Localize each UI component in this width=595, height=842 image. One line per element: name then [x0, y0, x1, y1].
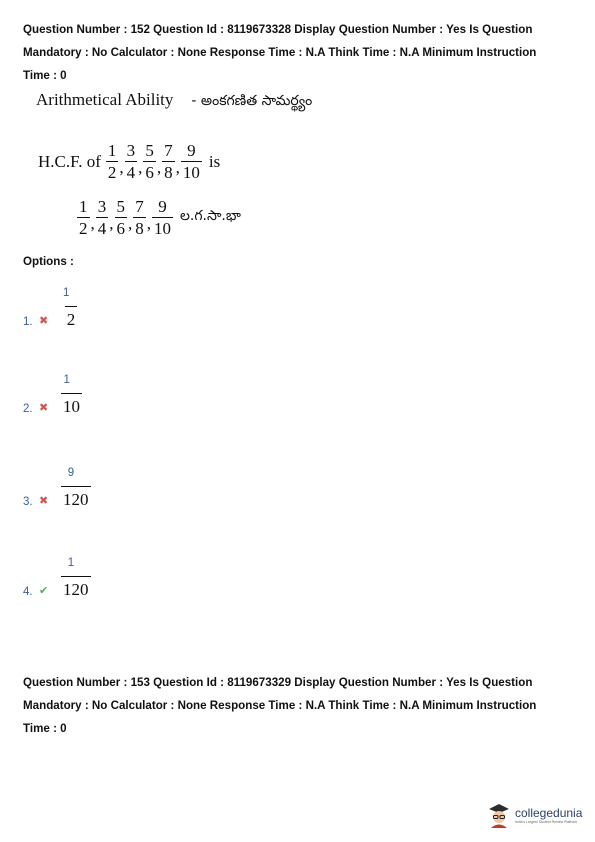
- subject-heading: [36, 90, 312, 112]
- fraction: $\frac{1}{2}$: [79, 197, 88, 238]
- student-avatar-icon: [487, 802, 511, 828]
- fraction: $\frac{7}{8}$: [164, 141, 173, 182]
- header-line: Time : 0: [23, 69, 67, 82]
- subject-english: Arithmetical Ability: [36, 90, 174, 109]
- option-3: [23, 468, 92, 508]
- option-2: [23, 375, 83, 415]
- option-number: 4.: [23, 585, 33, 598]
- header-line: Mandatory : No Calculator : None Response Time : N.A Think Time : N.A Minimum Instruction: [23, 46, 537, 59]
- option-number: 2.: [23, 402, 33, 415]
- fraction: $\frac{3}{4}$: [126, 141, 136, 182]
- option-fraction: $\frac{9}{120}$: [63, 467, 89, 509]
- option-4: [23, 558, 92, 598]
- header-line: Time : 0: [23, 722, 67, 735]
- question-text-telugu: $\frac{1}{2}$ , $\frac{3}{4}$ , $\frac{5}{6}$ , $\frac{7}{8}$ , $\frac{9}{10}$ ల.గ.సా.భా: [79, 197, 241, 238]
- question-text-english: H.C.F. of $\frac{1}{2}$ , $\frac{3}{4}$ , $\frac{5}{6}$ , $\frac{7}{8}$ , $\frac{9}{10}$ is: [38, 141, 221, 182]
- fraction: $\frac{9}{10}$: [154, 197, 171, 238]
- question-suffix: is: [208, 151, 221, 171]
- cross-icon: ✖: [39, 494, 49, 507]
- question-suffix-telugu: ల.గ.సా.భా: [180, 208, 241, 224]
- check-icon: ✔: [39, 584, 49, 597]
- fraction: $\frac{7}{8}$: [135, 197, 144, 238]
- question-153-header: [23, 671, 583, 740]
- header-line: Question Number : 152 Question Id : 8119673328 Display Question Number : Yes Is Question: [23, 23, 533, 36]
- fraction: $\frac{1}{2}$: [107, 141, 117, 182]
- question-prefix: H.C.F. of: [38, 151, 101, 171]
- cross-icon: ✖: [39, 401, 49, 414]
- brand-tagline: India's Largest Student Review Platform: [515, 820, 578, 824]
- fraction: $\frac{5}{6}$: [116, 197, 125, 238]
- fraction: $\frac{3}{4}$: [97, 197, 107, 238]
- brand-name: collegedunia: [515, 806, 583, 820]
- fraction: $\frac{9}{10}$: [182, 141, 200, 182]
- option-fraction: $\frac{1}{10}$: [63, 374, 80, 416]
- header-line: Mandatory : No Calculator : None Response Time : N.A Think Time : N.A Minimum Instruction: [23, 699, 537, 712]
- fraction: $\frac{5}{6}$: [145, 141, 154, 182]
- option-fraction: $\frac{1}{120}$: [63, 557, 89, 599]
- subject-telugu: - అంకగణిత సామర్థ్యం: [191, 93, 313, 109]
- option-fraction: $\frac{1}{2}$: [63, 287, 76, 329]
- question-152-header: [23, 18, 583, 87]
- option-number: 3.: [23, 495, 33, 508]
- header-line: Question Number : 153 Question Id : 8119673329 Display Question Number : Yes Is Question: [23, 676, 533, 689]
- option-number: 1.: [23, 315, 33, 328]
- collegedunia-logo: [487, 802, 582, 828]
- option-1: [23, 288, 82, 328]
- cross-icon: ✖: [39, 314, 49, 327]
- options-label: Options :: [23, 255, 74, 268]
